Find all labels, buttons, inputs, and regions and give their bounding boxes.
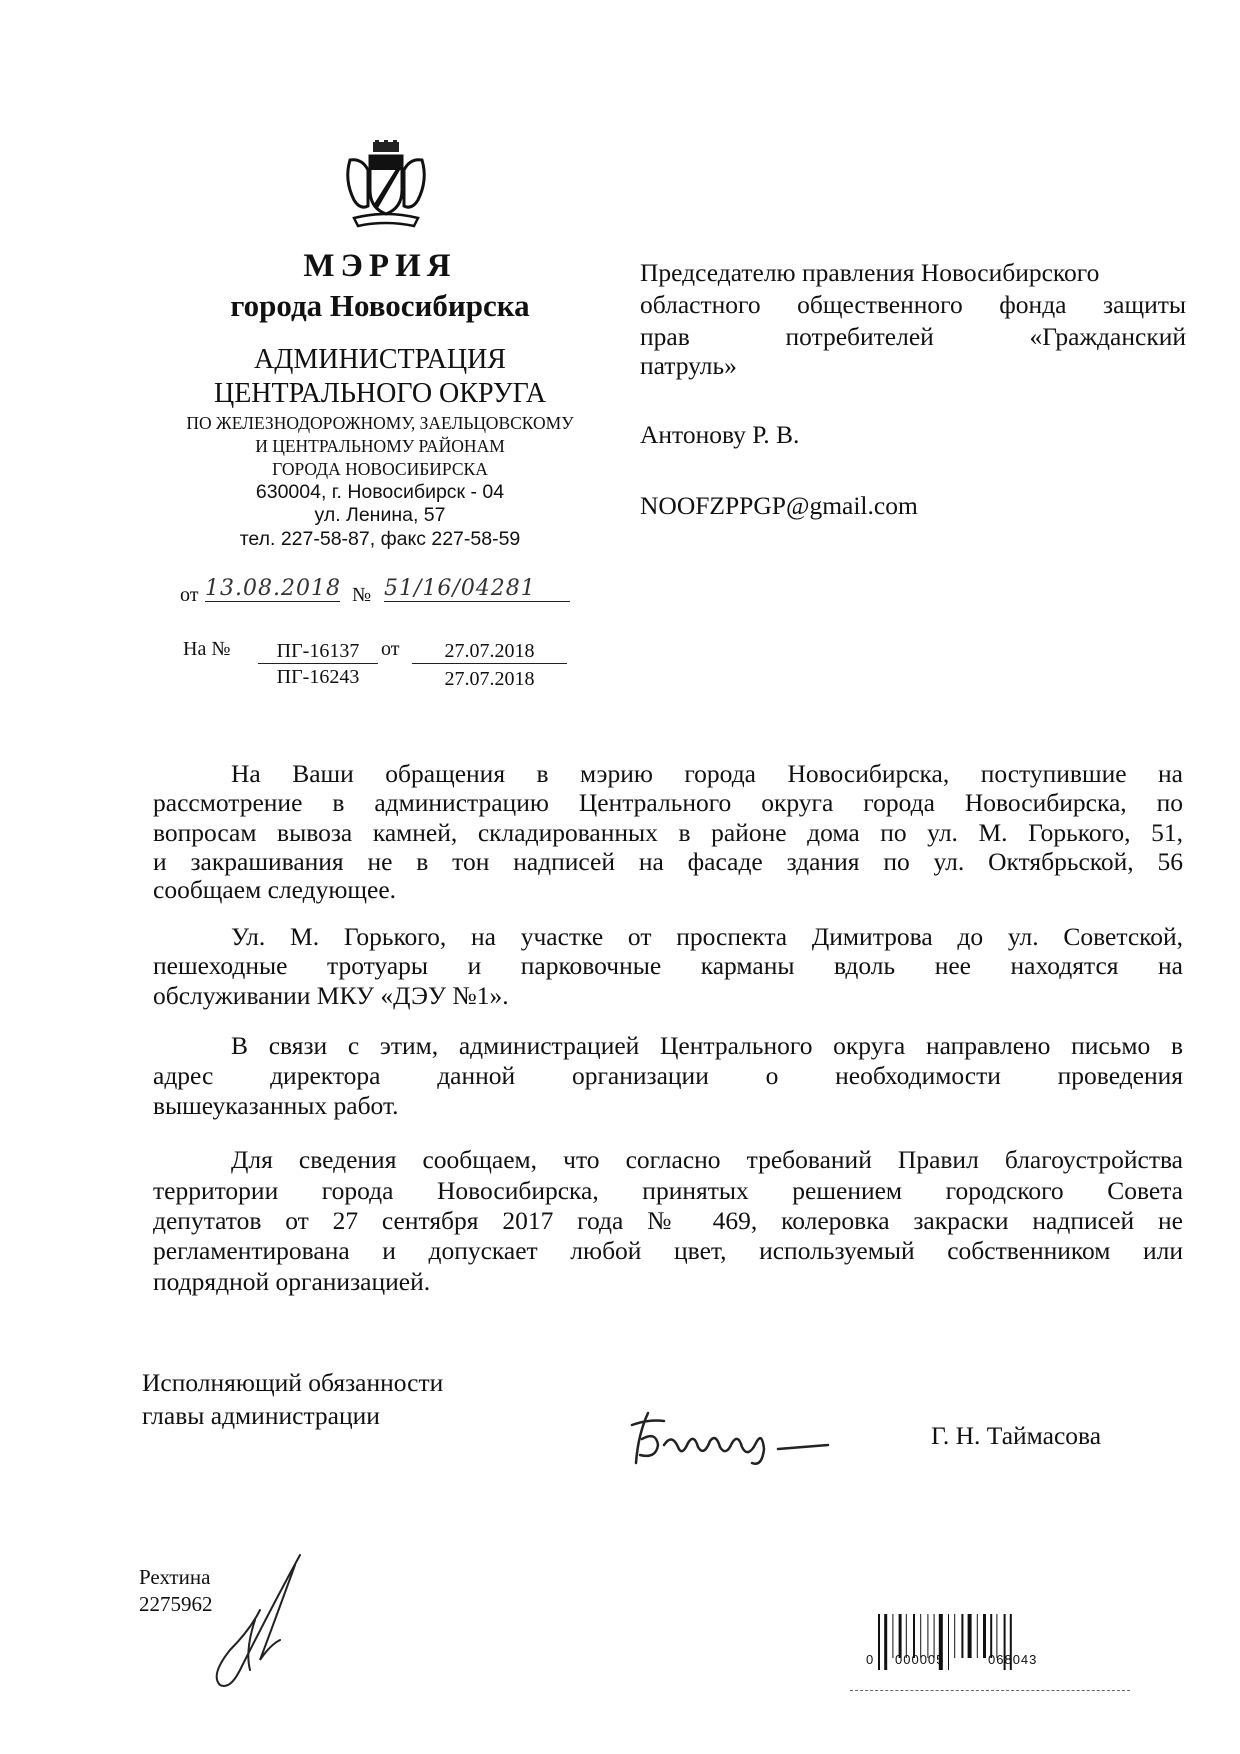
signatory-name: Г. Н. Таймасова <box>931 1421 1102 1450</box>
districts-line: ГОРОДА НОВОСИБИРСКА <box>272 459 488 479</box>
body-line: рассмотрение в администрацию Центрального округа города Новосибирска, по <box>153 788 1183 817</box>
barcode-bar <box>961 1614 963 1658</box>
outgoing-date-value: 13.08.2018 <box>205 576 341 601</box>
executor-name: Рехтина <box>139 1565 211 1589</box>
body-line: В связи с этим, администрацией Центрального округа направлено письмо в <box>231 1031 1183 1060</box>
reference-label: На № <box>183 638 231 660</box>
districts-line: И ЦЕНТРАЛЬНОМУ РАЙОНАМ <box>255 436 505 456</box>
executor-phone: 2275962 <box>139 1592 213 1616</box>
body-line: подрядной организацией. <box>153 1267 431 1296</box>
executor-initials-signature <box>200 1550 315 1695</box>
barcode-bar <box>954 1614 955 1658</box>
address-line: 630004, г. Новосибирск - 04 <box>255 481 505 503</box>
body-line: вышеуказанных работ. <box>153 1091 399 1120</box>
outgoing-number-label: № <box>352 584 372 606</box>
barcode-bar <box>977 1614 978 1658</box>
districts-line: ПО ЖЕЛЕЗНОДОРОЖНОМУ, ЗАЕЛЬЦОВСКОМУ <box>186 413 574 433</box>
body-line: территории города Новосибирска, принятых решением городского Совета <box>153 1176 1183 1205</box>
mayor-office-title: МЭРИЯ <box>303 248 457 284</box>
body-line: Ул. М. Горького, на участке от проспекта Димитрова до ул. Советской, <box>231 922 1183 951</box>
outgoing-date-label: от <box>180 584 199 606</box>
body-line: На Ваши обращения в мэрию города Новосибирска, поступившие на <box>231 759 1183 788</box>
signatory-position: Исполняющий обязанности <box>142 1368 444 1397</box>
page-edge-line <box>850 1690 1130 1691</box>
reference-date: 27.07.2018 <box>444 668 535 690</box>
reference-number: ПГ-16137 <box>258 640 378 664</box>
body-line: сообщаем следующее. <box>153 875 397 904</box>
recipient-line: Председателю правления Новосибирского <box>640 258 1100 287</box>
recipient-line: патруль» <box>640 351 737 380</box>
reference-number: ПГ-16243 <box>276 666 360 688</box>
address-street: ул. Ленина, 57 <box>314 504 446 526</box>
body-line: и закрашивания не в тон надписей на фасаде здания по ул. Октябрьской, 56 <box>153 847 1183 876</box>
reference-from-label: от <box>381 638 400 660</box>
body-line: Для сведения сообщаем, что согласно требований Правил благоустройства <box>231 1145 1183 1174</box>
recipient-name: Антонову Р. В. <box>640 420 800 449</box>
barcode-bar <box>948 1614 949 1670</box>
outgoing-number-value: 51/16/04281 <box>384 576 570 602</box>
barcode-bar <box>884 1614 887 1670</box>
barcode-bar <box>983 1614 986 1658</box>
barcode-bar <box>892 1614 893 1658</box>
barcode-bar <box>878 1614 880 1670</box>
body-line: регламентирована и допускает любой цвет, используемый собственником или <box>153 1236 1183 1265</box>
barcode-digits: 000005 <box>895 1652 945 1667</box>
handwritten-signature <box>628 1405 863 1470</box>
barcode-digit-prefix: 0 <box>866 1652 874 1667</box>
body-line: пешеходные тротуары и парковочные карманы вдоль нее находятся на <box>153 951 1183 980</box>
body-line: вопросам вывоза камней, складированных в районе дома по ул. М. Горького, 51, <box>153 818 1183 847</box>
district-title: ЦЕНТРАЛЬНОГО ОКРУГА <box>213 378 547 409</box>
body-line: депутатов от 27 сентября 2017 года № 469, колеровка закраски надписей не <box>153 1206 1183 1235</box>
reference-date: 27.07.2018 <box>412 640 567 664</box>
coat-of-arms-emblem <box>340 140 432 232</box>
barcode-digits: 068043 <box>988 1652 1038 1667</box>
recipient-line: областного общественного фонда защиты <box>640 290 1186 319</box>
barcode-bar <box>968 1614 972 1658</box>
city-title: города Новосибирска <box>230 288 530 323</box>
body-line: адрес директора данной организации о необходимости проведения <box>153 1061 1183 1090</box>
administration-title: АДМИНИСТРАЦИЯ <box>254 344 506 375</box>
signatory-position: главы администрации <box>142 1401 380 1430</box>
recipient-line: прав потребителей «Гражданский <box>640 322 1186 351</box>
phone-fax: тел. 227-58-87, факс 227-58-59 <box>239 528 521 550</box>
recipient-email: NOOFZPPGP@gmail.com <box>640 491 918 520</box>
body-line: обслуживании МКУ «ДЭУ №1». <box>153 981 509 1010</box>
